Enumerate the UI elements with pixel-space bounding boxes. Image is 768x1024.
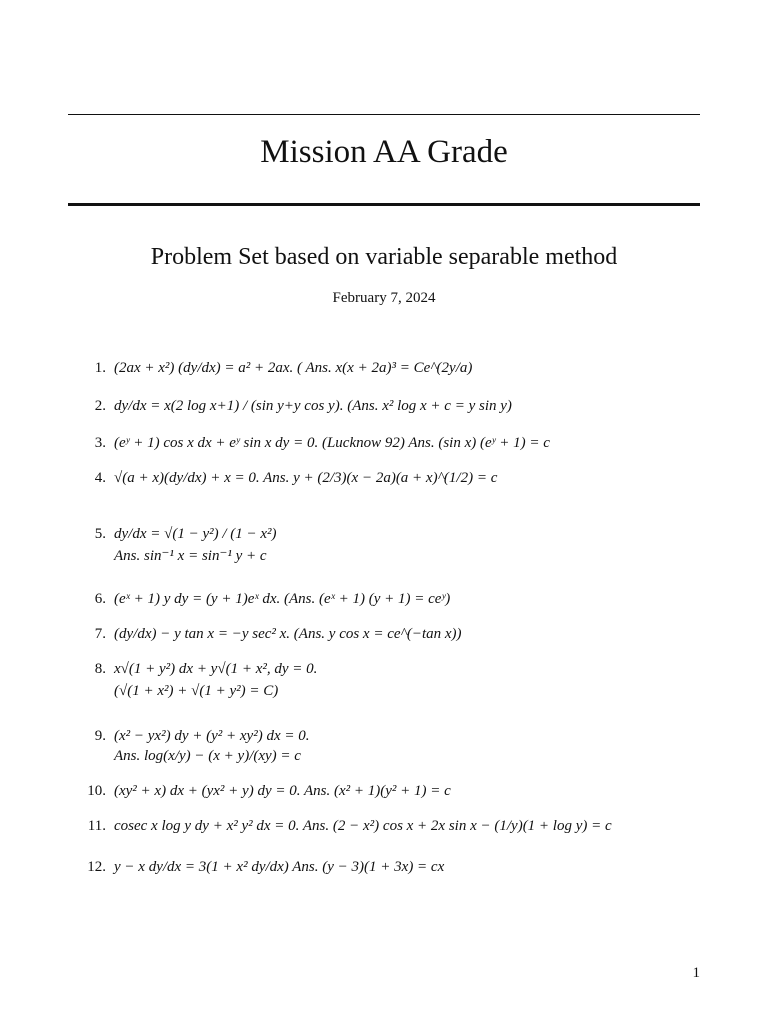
problem-text: dy/dx = x(2 log x+1) / (sin y+y cos y). (Ans. x² log x + c = y sin y) xyxy=(114,398,512,414)
problem-text: (dy/dx) − y tan x = −y sec² x. (Ans. y cos x = ce^(−tan x)) xyxy=(114,626,462,642)
problem-text: √(a + x)(dy/dx) + x = 0. Ans. y + (2/3)(x − 2a)(a + x)^(1/2) = c xyxy=(114,470,498,486)
problem-number: 6. xyxy=(94,591,106,607)
problem-number: 3. xyxy=(94,435,106,451)
problem-number: 5. xyxy=(94,526,106,542)
problem-answer: Ans. sin⁻¹ x = sin⁻¹ y + c xyxy=(114,548,267,564)
problem-text: y − x dy/dx = 3(1 + x² dy/dx) Ans. (y − 3)(1 + 3x) = cx xyxy=(114,859,445,875)
problem-number: 11. xyxy=(87,818,106,834)
problem-answer: (√(1 + x²) + √(1 + y²) = C) xyxy=(114,683,279,699)
problem-text: cosec x log y dy + x² y² dx = 0. Ans. (2 − x²) cos x + 2x sin x − (1/y)(1 + log y) = c xyxy=(114,818,612,834)
problem-number: 2. xyxy=(94,398,106,414)
problem-number: 10. xyxy=(87,783,106,799)
document-title: Mission AA Grade xyxy=(260,134,508,170)
page-number: 1 xyxy=(692,965,700,981)
problem-number: 1. xyxy=(94,360,106,376)
problem-number: 8. xyxy=(94,661,106,677)
top-rule xyxy=(68,114,700,115)
problem-text: (eˣ + 1) y dy = (y + 1)eˣ dx. (Ans. (eˣ + 1) (y + 1) = ceʸ) xyxy=(114,591,451,607)
document-subtitle: Problem Set based on variable separable method xyxy=(150,244,618,270)
document-date: February 7, 2024 xyxy=(332,290,436,306)
problem-answer: Ans. log(x/y) − (x + y)/(xy) = c xyxy=(114,748,301,764)
problem-text: (xy² + x) dx + (yx² + y) dy = 0. Ans. (x² + 1)(y² + 1) = c xyxy=(114,783,451,799)
problem-number: 7. xyxy=(94,626,106,642)
problem-text: dy/dx = √(1 − y²) / (1 − x²) xyxy=(114,526,277,542)
problem-text: (eʸ + 1) cos x dx + eʸ sin x dy = 0. (Lucknow 92) Ans. (sin x) (eʸ + 1) = c xyxy=(114,435,550,451)
problem-text: (x² − yx²) dy + (y² + xy²) dx = 0. xyxy=(114,728,310,744)
problem-number: 12. xyxy=(87,859,106,875)
problem-text: (2ax + x²) (dy/dx) = a² + 2ax. ( Ans. x(x + 2a)³ = Ce^(2y/a) xyxy=(114,360,473,376)
problem-number: 9. xyxy=(94,728,106,744)
title-rule xyxy=(68,203,700,206)
problem-text: x√(1 + y²) dx + y√(1 + x², dy = 0. xyxy=(114,661,318,677)
problem-number: 4. xyxy=(94,470,106,486)
